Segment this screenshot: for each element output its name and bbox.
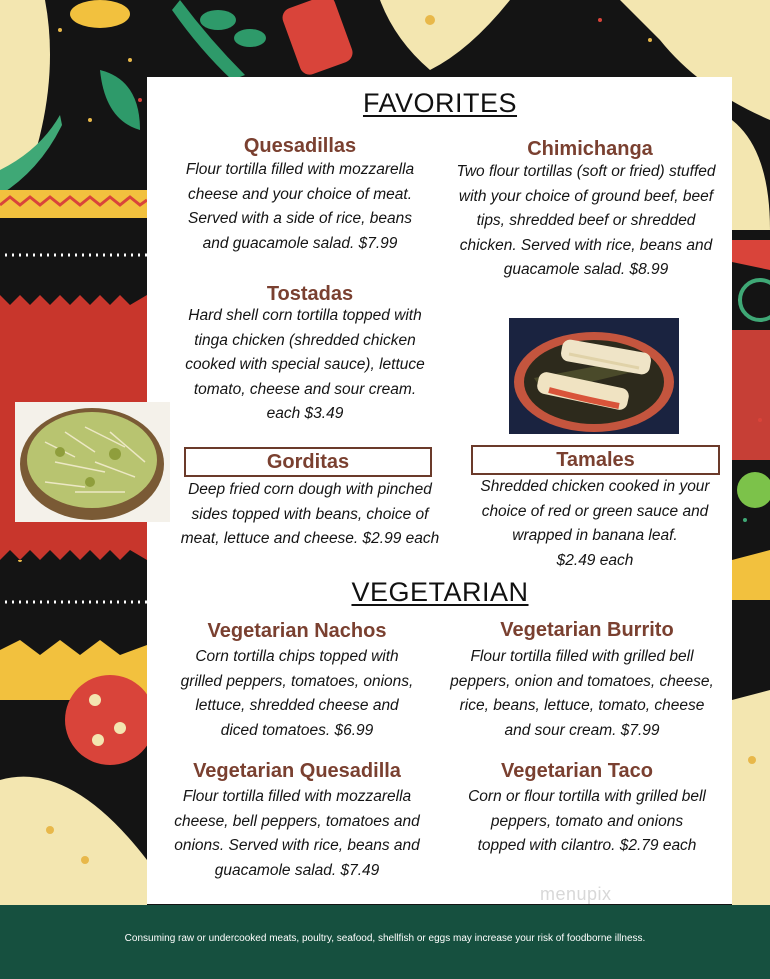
vegetarian-heading: VEGETARIAN [351, 577, 529, 607]
quesadillas-description: Flour tortilla filled with mozzarella cheese and your choice of meat. Served with a side of rice, beans and guacamole salad. $7.99 [185, 161, 415, 252]
quesadillas-title: Quesadillas [243, 135, 357, 157]
watermark: menupix [540, 884, 612, 904]
favorites-heading: FAVORITES [362, 88, 518, 118]
tamales-photo [509, 318, 679, 434]
tamales-title: Tamales [471, 445, 720, 475]
tostada-photo [15, 402, 170, 522]
vegetarian-nachos-description: Corn tortilla chips topped with grilled peppers, tomatoes, onions, lettuce, shredded cheese and diced tomatoes. $6.99 [180, 648, 414, 739]
tamales-description: Shredded chicken cooked in your choice of red or green sauce and wrapped in banana leaf. $2.49 each [480, 478, 710, 569]
gorditas-title: Gorditas [184, 447, 432, 477]
foodborne-illness-disclaimer: Consuming raw or undercooked meats, poultry, seafood, shellfish or eggs may increase your risk of foodborne illness. [124, 933, 646, 944]
tostadas-description: Hard shell corn tortilla topped with tinga chicken (shredded chicken cooked with special sauce), lettuce tomato, cheese and sour cream. each $3.49 [185, 307, 425, 422]
vegetarian-taco-description: Corn or flour tortilla with grilled bell peppers, tomato and onions topped with cilantro. $2.79 each [468, 788, 706, 854]
vegetarian-quesadilla-description: Flour tortilla filled with mozzarella cheese, bell peppers, tomatoes and onions. Served with rice, beans and guacamole salad. $7.49 [174, 788, 420, 879]
chimichanga-title: Chimichanga [527, 138, 653, 160]
vegetarian-nachos-title: Vegetarian Nachos [207, 620, 387, 642]
chimichanga-description: Two flour tortillas (soft or fried) stuffed with your choice of ground beef, beef tips, shredded beef or shredded chicken. Served with rice, beans and guacamole salad. $8.99 [456, 163, 716, 278]
vegetarian-burrito-title: Vegetarian Burrito [500, 619, 674, 641]
vegetarian-quesadilla-title: Vegetarian Quesadilla [193, 760, 401, 782]
gorditas-description: Deep fried corn dough with pinched sides topped with beans, choice of meat, lettuce and cheese. $2.99 each [180, 481, 440, 547]
vegetarian-burrito-description: Flour tortilla filled with grilled bell peppers, onion and tomatoes, cheese, rice, beans, lettuce, tomato, cheese and sour cream. $7.99 [450, 648, 714, 739]
vegetarian-taco-title: Vegetarian Taco [501, 760, 653, 782]
tostadas-title: Tostadas [266, 283, 354, 305]
